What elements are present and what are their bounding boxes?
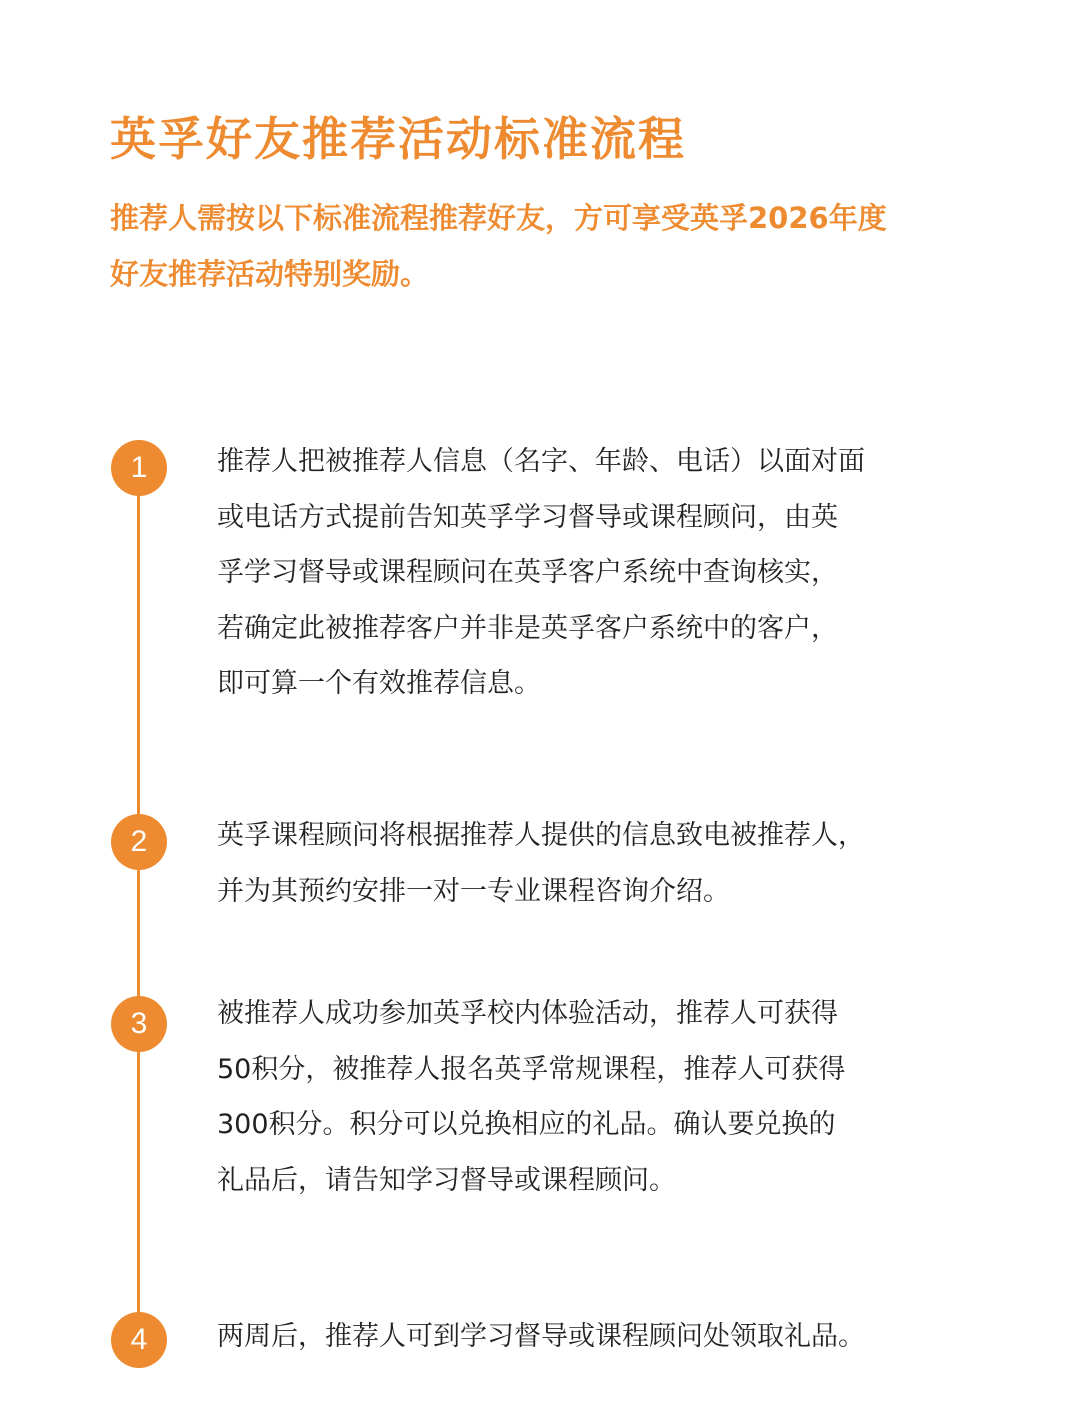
- intro-line: 好友推荐活动特别奖励。: [110, 257, 430, 291]
- step-3-text: [217, 986, 917, 1208]
- step-4-text: [217, 1309, 917, 1365]
- step-number-badge: 1: [111, 440, 167, 496]
- step-line: 300积分。积分可以兑换相应的礼品。确认要兑换的: [217, 1109, 836, 1140]
- step-number-badge: 4: [111, 1312, 167, 1368]
- step-line: 英孚课程顾问将根据推荐人提供的信息致电被推荐人，: [217, 820, 865, 851]
- step-line: 并为其预约安排一对一专业课程咨询介绍。: [217, 875, 730, 907]
- step-number-badge: 3: [111, 996, 167, 1052]
- intro-line: 推荐人需按以下标准流程推荐好友，方可享受英孚2026年度: [110, 201, 887, 235]
- step-line: 或电话方式提前告知英孚学习督导或课程顾问，由英: [217, 501, 838, 533]
- step-line: 即可算一个有效推荐信息。: [217, 668, 541, 699]
- page-title: 英孚好友推荐活动标准流程: [110, 111, 686, 166]
- step-line: 被推荐人成功参加英孚校内体验活动，推荐人可获得: [217, 998, 838, 1029]
- intro-text: [110, 190, 1010, 302]
- step-line: 若确定此被推荐客户并非是英孚客户系统中的客户，: [217, 612, 838, 644]
- timeline-line: [137, 470, 140, 1340]
- step-number-badge: 2: [111, 814, 167, 870]
- step-line: 孚学习督导或课程顾问在英孚客户系统中查询核实，: [217, 557, 838, 588]
- step-2-text: [217, 808, 917, 919]
- step-line: 推荐人把被推荐人信息（名字、年龄、电话）以面对面: [217, 446, 865, 477]
- step-line: 礼品后，请告知学习督导或课程顾问。: [217, 1164, 676, 1196]
- step-line: 50积分，被推荐人报名英孚常规课程，推荐人可获得: [217, 1053, 846, 1085]
- step-line: 两周后，推荐人可到学习督导或课程顾问处领取礼品。: [217, 1321, 865, 1352]
- step-1-text: [217, 434, 917, 712]
